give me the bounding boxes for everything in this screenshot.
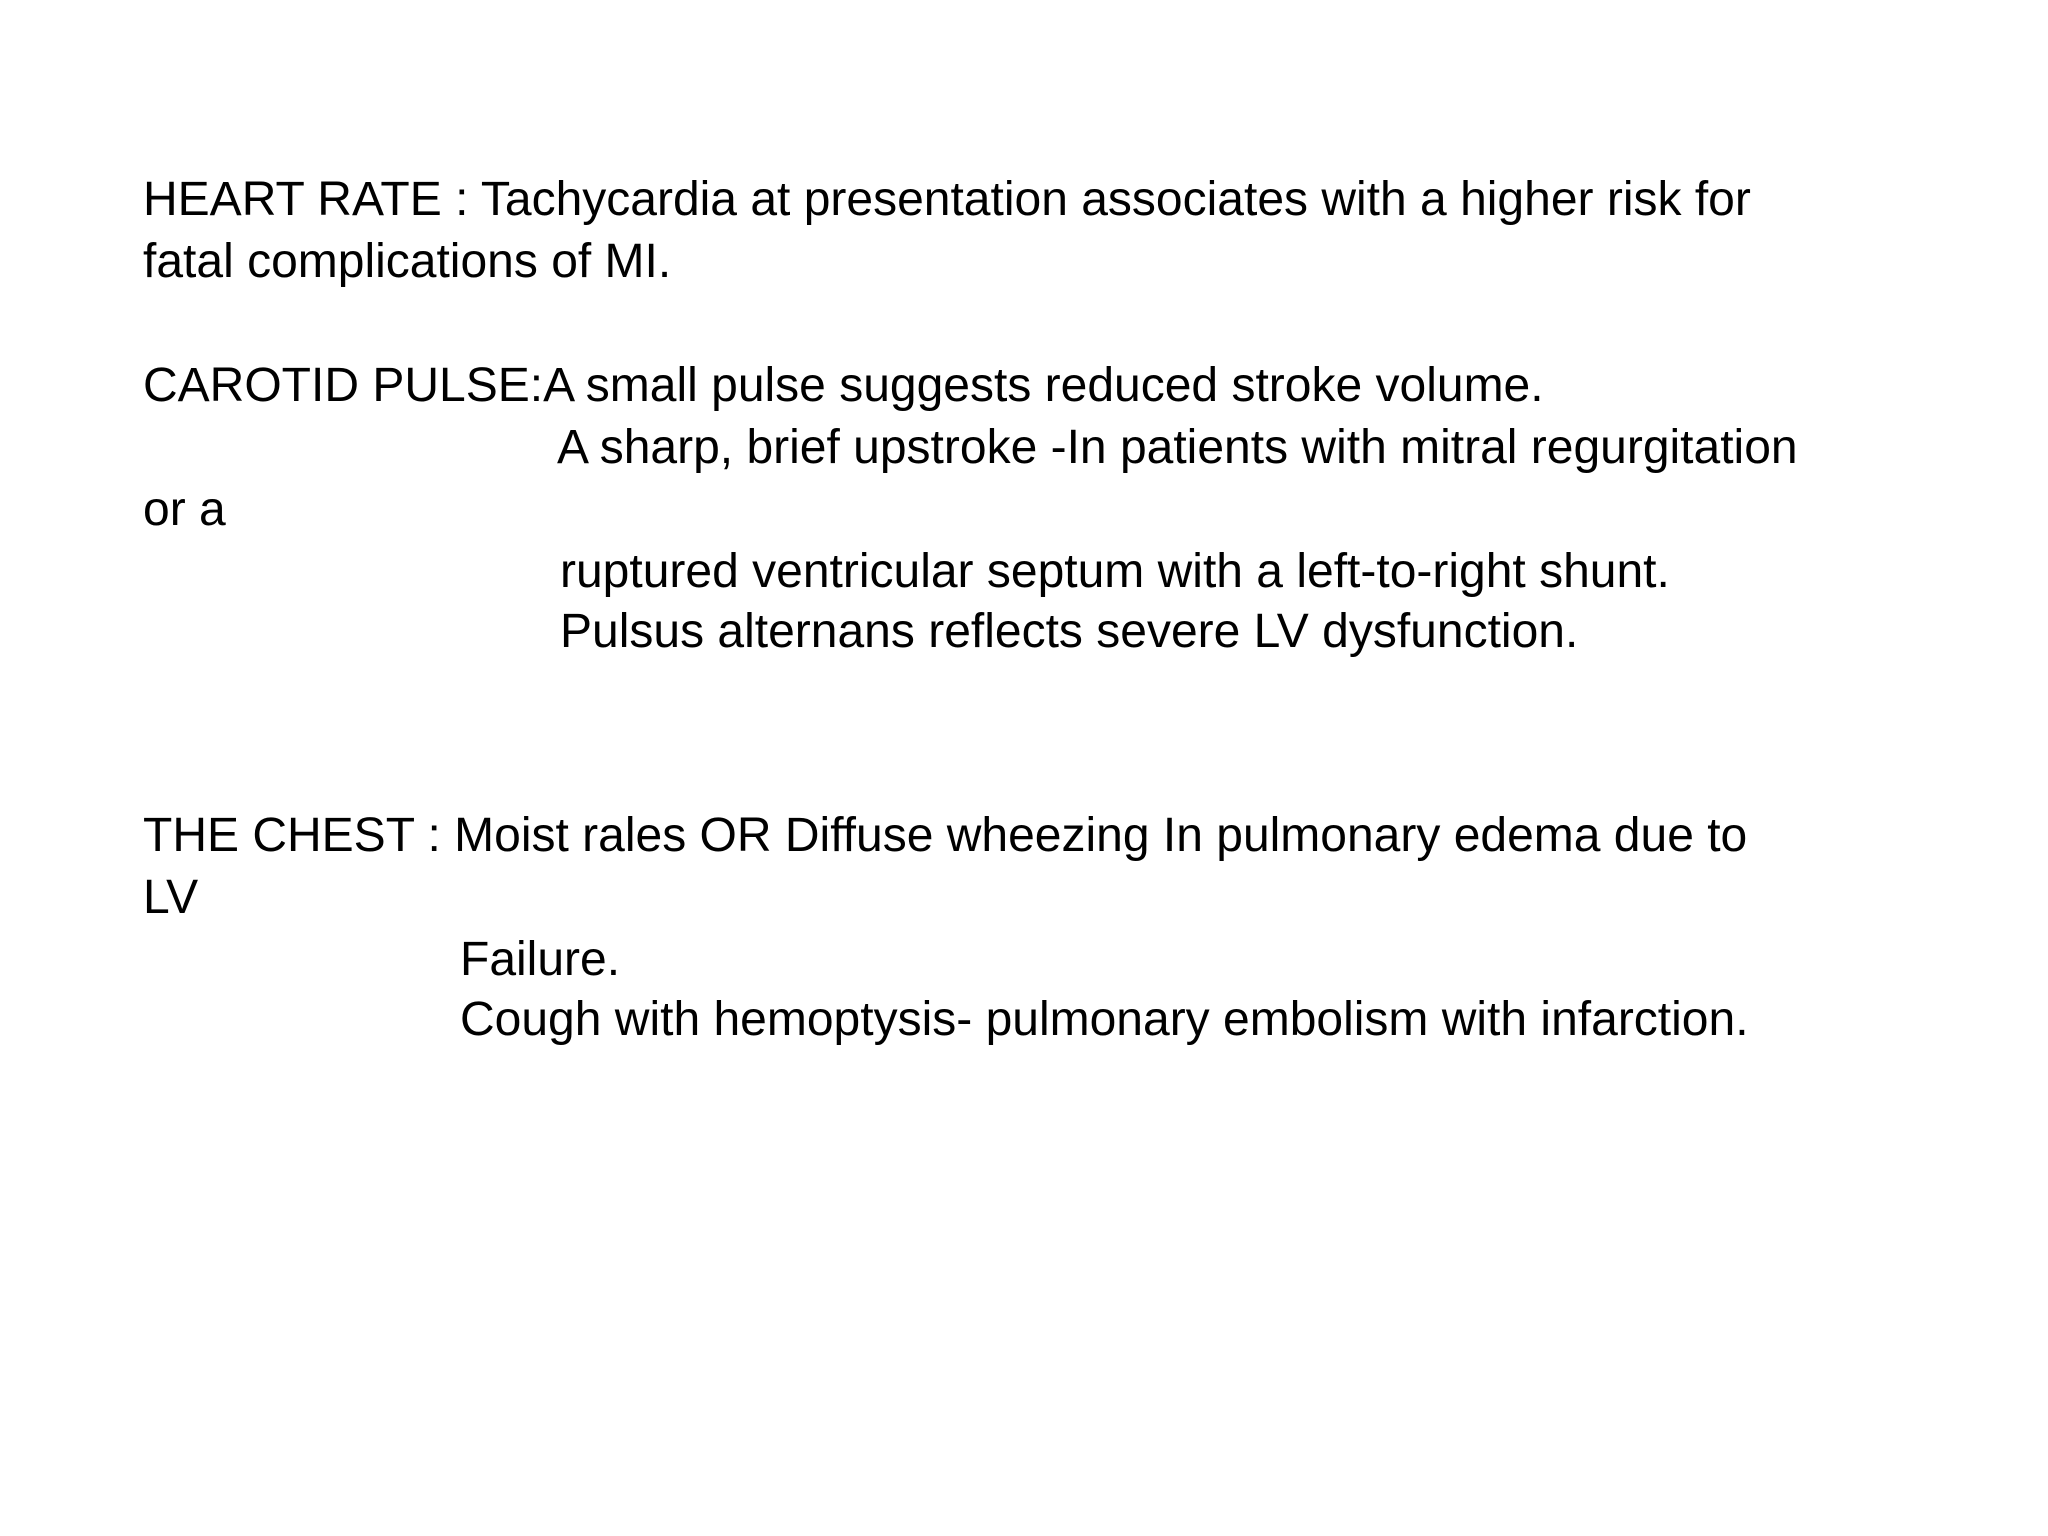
heart-rate-line-1: HEART RATE : Tachycardia at presentation associates with a higher risk for [143, 173, 1751, 226]
carotid-pulse-line-5: Pulsus alternans reflects severe LV dysfunction. [560, 605, 1579, 658]
chest-line-1: THE CHEST : Moist rales OR Diffuse wheezing In pulmonary edema due to [143, 809, 1748, 862]
chest-line-2: LV [143, 871, 199, 924]
carotid-pulse-line-2: A sharp, brief upstroke -In patients with mitral regurgitation [557, 421, 1798, 474]
chest-line-3: Failure. [460, 933, 621, 986]
chest-line-4: Cough with hemoptysis- pulmonary embolism with infarction. [460, 993, 1749, 1046]
carotid-pulse-line-3: or a [143, 483, 226, 536]
carotid-pulse-line-1: CAROTID PULSE:A small pulse suggests reduced stroke volume. [143, 359, 1544, 412]
heart-rate-line-2: fatal complications of MI. [143, 235, 672, 288]
carotid-pulse-line-4: ruptured ventricular septum with a left-to-right shunt. [560, 545, 1670, 598]
